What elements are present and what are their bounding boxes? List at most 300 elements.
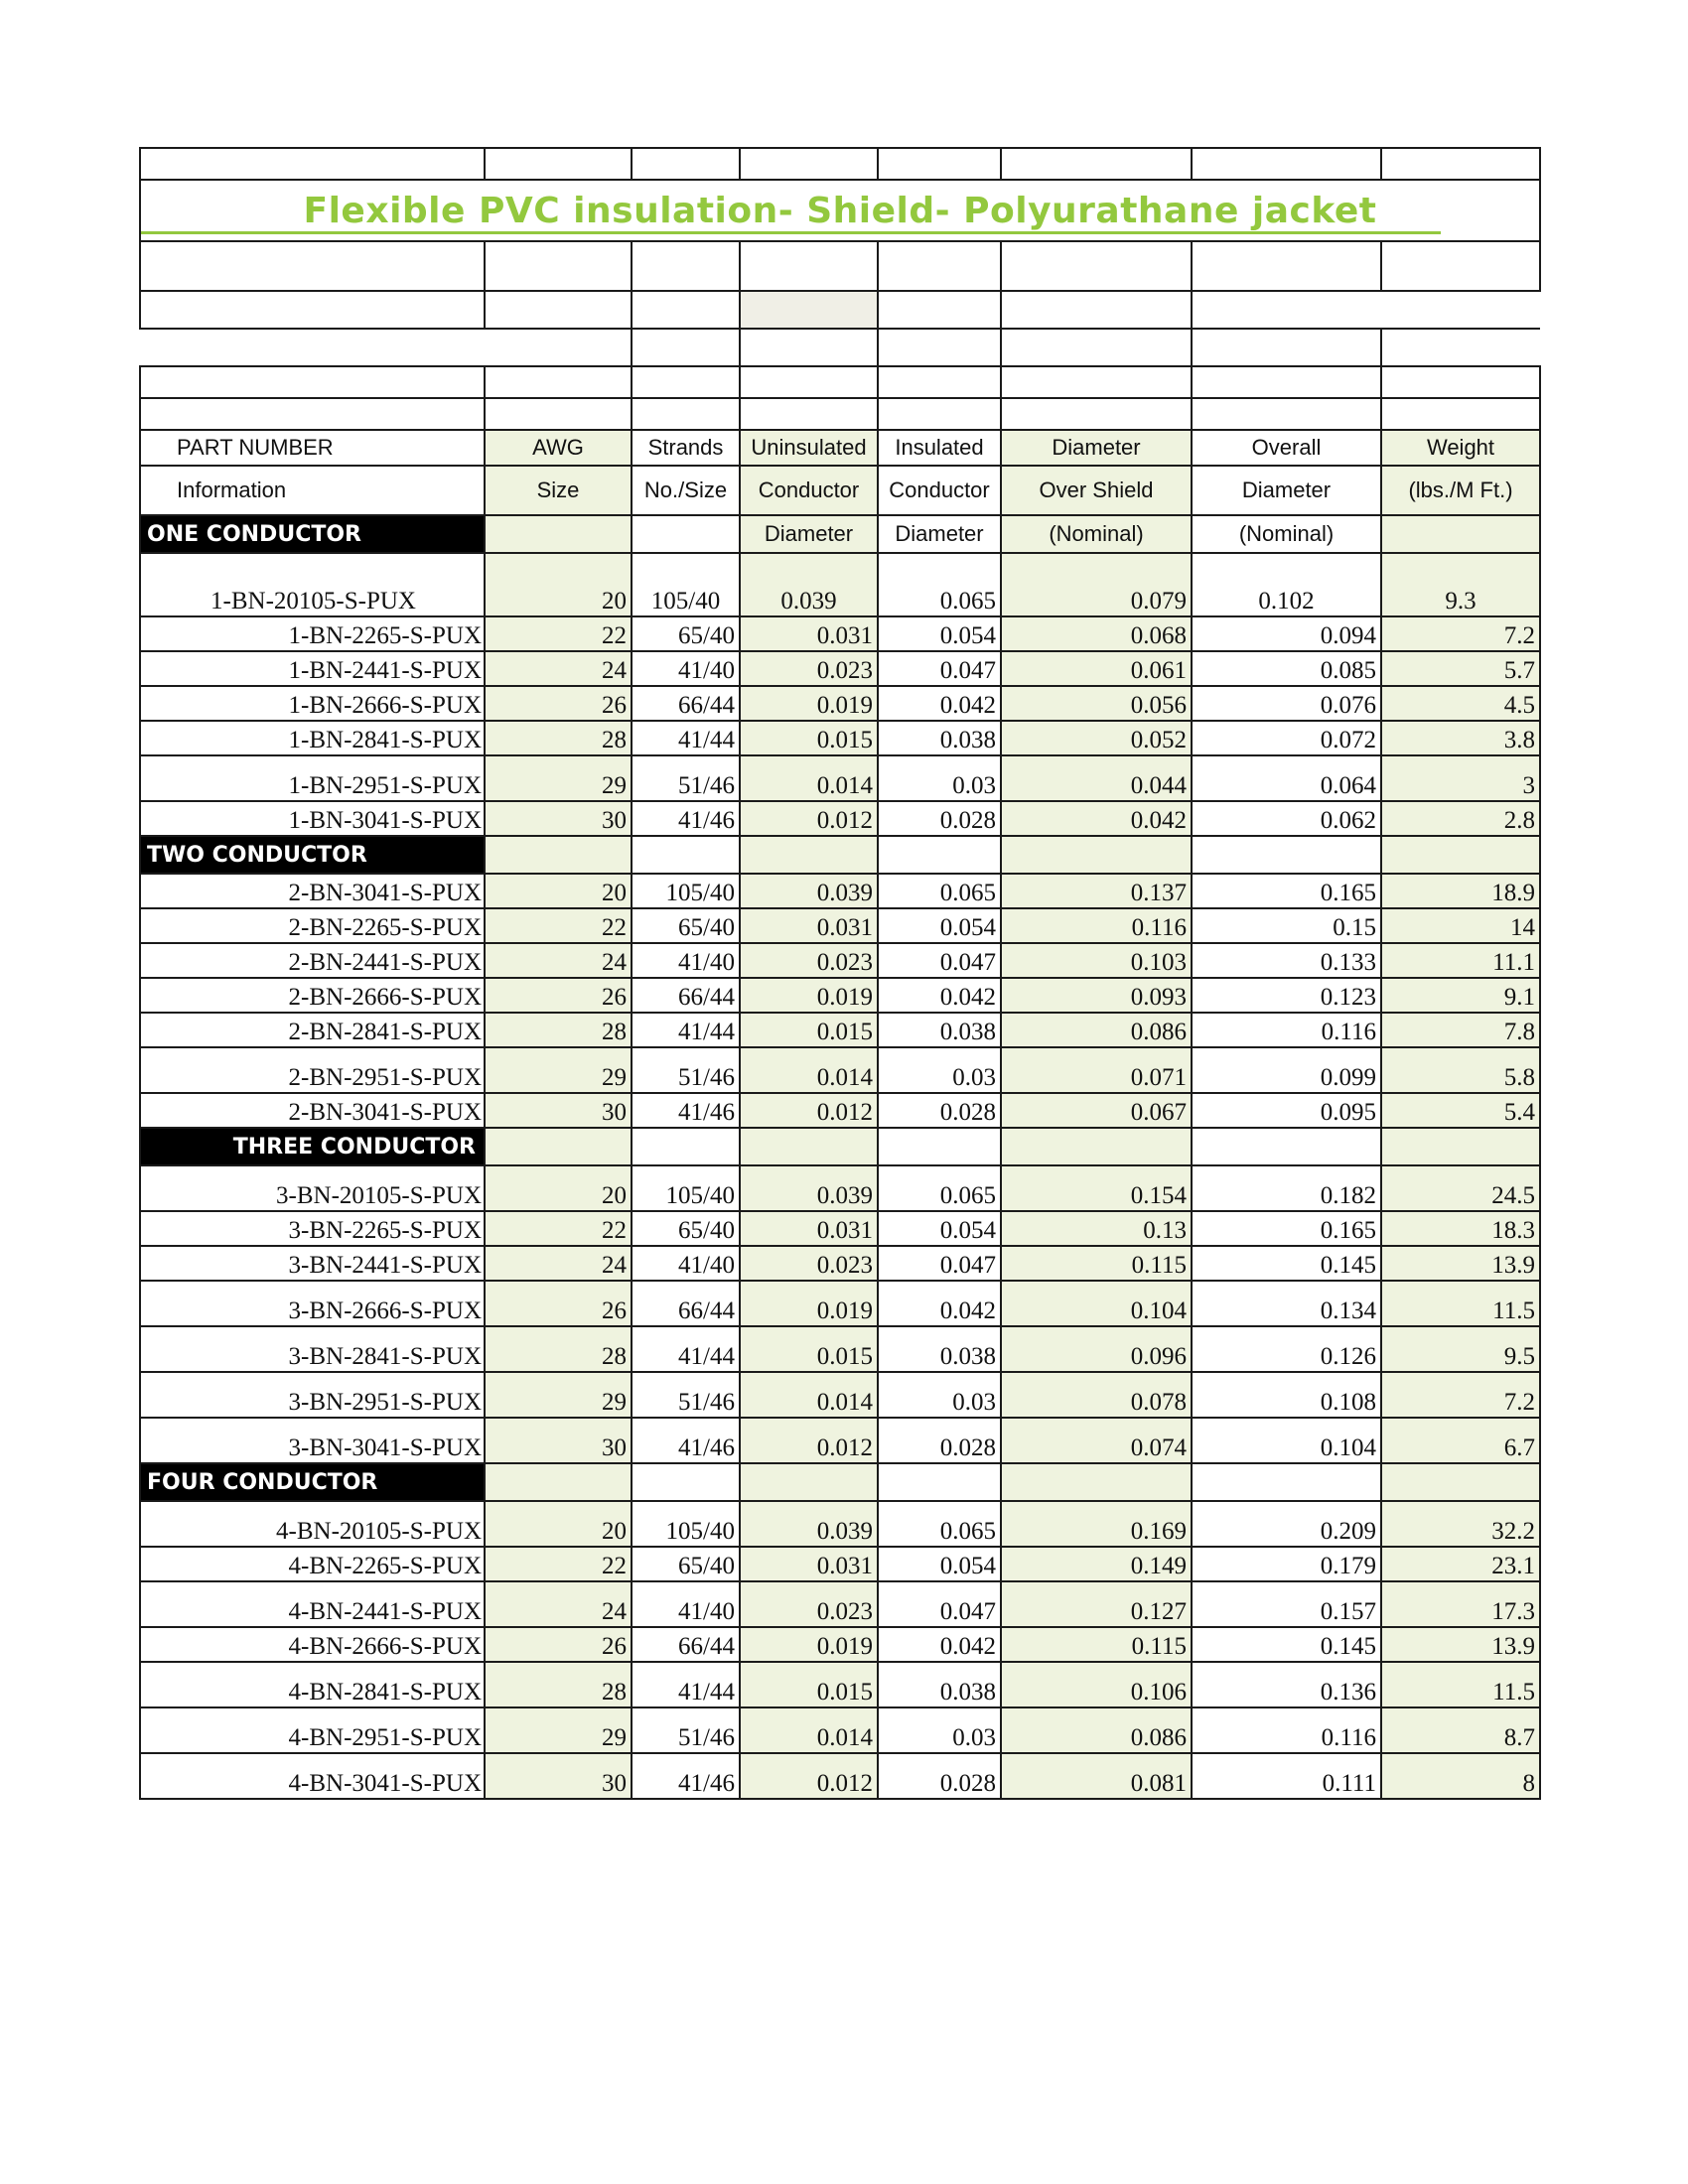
table-row xyxy=(140,721,1540,755)
header-shield-diameter-unit: (Nominal) xyxy=(1001,515,1192,553)
awg-size-cell: 30 xyxy=(485,1418,632,1463)
section-row xyxy=(140,836,1540,874)
overall-diameter-cell: 0.116 xyxy=(1192,1707,1381,1753)
insulated-diameter-cell: 0.038 xyxy=(878,1326,1001,1372)
weight-cell: 5.4 xyxy=(1381,1093,1540,1128)
weight-cell: 9.1 xyxy=(1381,978,1540,1013)
uninsulated-diameter-cell: 0.012 xyxy=(740,1753,878,1799)
awg-size-cell: 22 xyxy=(485,1547,632,1581)
table-row xyxy=(140,801,1540,836)
table-row xyxy=(140,1372,1540,1418)
section-spacer xyxy=(632,1128,740,1165)
part-number-cell: 4-BN-20105-S-PUX xyxy=(140,1501,485,1547)
insulated-diameter-cell: 0.054 xyxy=(878,908,1001,943)
section-spacer xyxy=(1381,1463,1540,1501)
weight-cell: 3 xyxy=(1381,755,1540,801)
header-strands: Strands xyxy=(632,430,740,466)
section-spacer xyxy=(1001,1463,1192,1501)
table-row xyxy=(140,553,1540,616)
strands-cell: 41/46 xyxy=(632,1418,740,1463)
table-row xyxy=(140,755,1540,801)
section-spacer xyxy=(878,836,1001,874)
section-spacer xyxy=(485,1463,632,1501)
uninsulated-diameter-cell: 0.039 xyxy=(740,1165,878,1211)
table-row xyxy=(140,1165,1540,1211)
awg-size-cell: 30 xyxy=(485,1093,632,1128)
awg-size-cell: 20 xyxy=(485,1501,632,1547)
awg-size-cell: 24 xyxy=(485,943,632,978)
awg-size-cell: 29 xyxy=(485,1047,632,1093)
weight-cell: 18.9 xyxy=(1381,874,1540,908)
uninsulated-diameter-cell: 0.015 xyxy=(740,1662,878,1707)
section-row xyxy=(140,1463,1540,1501)
insulated-diameter-cell: 0.054 xyxy=(878,1547,1001,1581)
section-spacer xyxy=(1381,1128,1540,1165)
part-number-cell: 4-BN-2265-S-PUX xyxy=(140,1547,485,1581)
uninsulated-diameter-cell: 0.031 xyxy=(740,1547,878,1581)
overall-diameter-cell: 0.111 xyxy=(1192,1753,1381,1799)
overall-diameter-cell: 0.064 xyxy=(1192,755,1381,801)
uninsulated-diameter-cell: 0.039 xyxy=(740,1501,878,1547)
section-row xyxy=(140,515,1540,553)
strands-cell: 66/44 xyxy=(632,978,740,1013)
table-row xyxy=(140,1707,1540,1753)
overall-diameter-cell: 0.094 xyxy=(1192,616,1381,651)
weight-cell: 8 xyxy=(1381,1753,1540,1799)
blank-row xyxy=(140,148,1540,180)
table-row xyxy=(140,1326,1540,1372)
strands-cell: 51/46 xyxy=(632,1372,740,1418)
weight-cell: 3.8 xyxy=(1381,721,1540,755)
awg-size-cell: 24 xyxy=(485,1581,632,1627)
awg-size-cell: 29 xyxy=(485,755,632,801)
header-uninsulated: Uninsulated xyxy=(740,430,878,466)
table-row xyxy=(140,1281,1540,1326)
blank-row xyxy=(140,329,1540,366)
section-spacer xyxy=(740,1128,878,1165)
weight-cell: 24.5 xyxy=(1381,1165,1540,1211)
overall-diameter-cell: 0.076 xyxy=(1192,686,1381,721)
insulated-diameter-cell: 0.038 xyxy=(878,721,1001,755)
table-row xyxy=(140,943,1540,978)
uninsulated-diameter-cell: 0.019 xyxy=(740,978,878,1013)
strands-cell: 105/40 xyxy=(632,553,740,616)
part-number-cell: 2-BN-2951-S-PUX xyxy=(140,1047,485,1093)
table-row xyxy=(140,1013,1540,1047)
awg-size-cell: 28 xyxy=(485,1662,632,1707)
weight-cell: 5.8 xyxy=(1381,1047,1540,1093)
insulated-diameter-cell: 0.03 xyxy=(878,755,1001,801)
shield-diameter-cell: 0.056 xyxy=(1001,686,1192,721)
shield-diameter-cell: 0.078 xyxy=(1001,1372,1192,1418)
section-spacer xyxy=(1381,836,1540,874)
insulated-diameter-cell: 0.042 xyxy=(878,686,1001,721)
awg-size-cell: 20 xyxy=(485,553,632,616)
shield-diameter-cell: 0.137 xyxy=(1001,874,1192,908)
strands-cell: 41/44 xyxy=(632,1662,740,1707)
weight-cell: 32.2 xyxy=(1381,1501,1540,1547)
part-number-cell: 1-BN-2441-S-PUX xyxy=(140,651,485,686)
weight-cell: 7.2 xyxy=(1381,1372,1540,1418)
part-number-cell: 3-BN-2441-S-PUX xyxy=(140,1246,485,1281)
title-row xyxy=(140,180,1540,241)
uninsulated-diameter-cell: 0.012 xyxy=(740,1418,878,1463)
insulated-diameter-cell: 0.038 xyxy=(878,1662,1001,1707)
insulated-diameter-cell: 0.042 xyxy=(878,1627,1001,1662)
insulated-diameter-cell: 0.042 xyxy=(878,978,1001,1013)
weight-cell: 13.9 xyxy=(1381,1627,1540,1662)
weight-cell: 6.7 xyxy=(1381,1418,1540,1463)
strands-cell: 51/46 xyxy=(632,755,740,801)
awg-size-cell: 30 xyxy=(485,801,632,836)
weight-cell: 9.3 xyxy=(1381,553,1540,616)
overall-diameter-cell: 0.123 xyxy=(1192,978,1381,1013)
part-number-cell: 1-BN-3041-S-PUX xyxy=(140,801,485,836)
part-number-cell: 3-BN-2841-S-PUX xyxy=(140,1326,485,1372)
part-number-cell: 4-BN-3041-S-PUX xyxy=(140,1753,485,1799)
strands-cell: 51/46 xyxy=(632,1047,740,1093)
uninsulated-diameter-cell: 0.015 xyxy=(740,1013,878,1047)
strands-cell: 65/40 xyxy=(632,908,740,943)
strands-cell: 41/44 xyxy=(632,1013,740,1047)
section-spacer xyxy=(1192,1128,1381,1165)
shield-diameter-cell: 0.154 xyxy=(1001,1165,1192,1211)
weight-cell: 7.8 xyxy=(1381,1013,1540,1047)
strands-cell: 41/40 xyxy=(632,943,740,978)
insulated-diameter-cell: 0.047 xyxy=(878,1581,1001,1627)
header-conductor: Conductor xyxy=(740,466,878,515)
overall-diameter-cell: 0.165 xyxy=(1192,1211,1381,1246)
part-number-cell: 3-BN-2666-S-PUX xyxy=(140,1281,485,1326)
table-row xyxy=(140,1662,1540,1707)
header-size: Size xyxy=(485,466,632,515)
awg-size-cell: 22 xyxy=(485,1211,632,1246)
overall-diameter-cell: 0.102 xyxy=(1192,553,1381,616)
uninsulated-diameter-cell: 0.031 xyxy=(740,908,878,943)
weight-cell: 14 xyxy=(1381,908,1540,943)
uninsulated-diameter-cell: 0.014 xyxy=(740,755,878,801)
shield-diameter-cell: 0.127 xyxy=(1001,1581,1192,1627)
overall-diameter-cell: 0.182 xyxy=(1192,1165,1381,1211)
shield-diameter-cell: 0.116 xyxy=(1001,908,1192,943)
blank-row xyxy=(140,398,1540,430)
header-over-shield: Over Shield xyxy=(1001,466,1192,515)
shield-diameter-cell: 0.106 xyxy=(1001,1662,1192,1707)
table-row xyxy=(140,651,1540,686)
weight-cell: 2.8 xyxy=(1381,801,1540,836)
uninsulated-diameter-cell: 0.023 xyxy=(740,943,878,978)
uninsulated-diameter-cell: 0.015 xyxy=(740,721,878,755)
section-label: ONE CONDUCTOR xyxy=(140,515,485,553)
shield-diameter-cell: 0.115 xyxy=(1001,1246,1192,1281)
header-lbs-per-mft: (lbs./M Ft.) xyxy=(1381,466,1540,515)
section-spacer xyxy=(485,1128,632,1165)
uninsulated-diameter-cell: 0.031 xyxy=(740,1211,878,1246)
strands-cell: 41/40 xyxy=(632,1246,740,1281)
shield-diameter-cell: 0.115 xyxy=(1001,1627,1192,1662)
table-row xyxy=(140,616,1540,651)
uninsulated-diameter-cell: 0.019 xyxy=(740,686,878,721)
uninsulated-diameter-cell: 0.014 xyxy=(740,1047,878,1093)
table-row xyxy=(140,1211,1540,1246)
awg-size-cell: 28 xyxy=(485,1326,632,1372)
header-insulated: Insulated xyxy=(878,430,1001,466)
page-title: Flexible PVC insulation- Shield- Polyurathane jacket xyxy=(303,190,1377,231)
shield-diameter-cell: 0.071 xyxy=(1001,1047,1192,1093)
awg-size-cell: 28 xyxy=(485,1013,632,1047)
header-overall-diameter-unit: (Nominal) xyxy=(1192,515,1381,553)
part-number-cell: 3-BN-2265-S-PUX xyxy=(140,1211,485,1246)
awg-size-cell: 29 xyxy=(485,1707,632,1753)
weight-cell: 17.3 xyxy=(1381,1581,1540,1627)
part-number-cell: 1-BN-2265-S-PUX xyxy=(140,616,485,651)
strands-cell: 41/40 xyxy=(632,1581,740,1627)
section-label: THREE CONDUCTOR xyxy=(140,1128,485,1165)
part-number-cell: 1-BN-2951-S-PUX xyxy=(140,755,485,801)
overall-diameter-cell: 0.15 xyxy=(1192,908,1381,943)
section-spacer xyxy=(1001,1128,1192,1165)
overall-diameter-cell: 0.108 xyxy=(1192,1372,1381,1418)
part-number-cell: 2-BN-2841-S-PUX xyxy=(140,1013,485,1047)
overall-diameter-cell: 0.072 xyxy=(1192,721,1381,755)
header-awg: AWG xyxy=(485,430,632,466)
shield-diameter-cell: 0.079 xyxy=(1001,553,1192,616)
part-number-cell: 3-BN-2951-S-PUX xyxy=(140,1372,485,1418)
awg-size-cell: 26 xyxy=(485,1281,632,1326)
part-number-cell: 4-BN-2841-S-PUX xyxy=(140,1662,485,1707)
awg-size-cell: 29 xyxy=(485,1372,632,1418)
shield-diameter-cell: 0.052 xyxy=(1001,721,1192,755)
header-row-2 xyxy=(140,466,1540,515)
awg-size-cell: 24 xyxy=(485,651,632,686)
part-number-cell: 1-BN-2666-S-PUX xyxy=(140,686,485,721)
weight-cell: 4.5 xyxy=(1381,686,1540,721)
strands-cell: 51/46 xyxy=(632,1707,740,1753)
strands-cell: 41/46 xyxy=(632,801,740,836)
weight-cell: 8.7 xyxy=(1381,1707,1540,1753)
uninsulated-diameter-cell: 0.019 xyxy=(740,1281,878,1326)
uninsulated-diameter-cell: 0.015 xyxy=(740,1326,878,1372)
table-row xyxy=(140,1047,1540,1093)
weight-cell: 5.7 xyxy=(1381,651,1540,686)
strands-cell: 65/40 xyxy=(632,616,740,651)
awg-size-cell: 28 xyxy=(485,721,632,755)
awg-size-cell: 22 xyxy=(485,616,632,651)
shield-diameter-cell: 0.086 xyxy=(1001,1013,1192,1047)
shield-diameter-cell: 0.074 xyxy=(1001,1418,1192,1463)
weight-cell: 11.5 xyxy=(1381,1281,1540,1326)
weight-cell: 11.5 xyxy=(1381,1662,1540,1707)
section-spacer xyxy=(878,1128,1001,1165)
table-row xyxy=(140,1501,1540,1547)
section-spacer xyxy=(740,1463,878,1501)
insulated-diameter-cell: 0.03 xyxy=(878,1047,1001,1093)
part-number-cell: 4-BN-2951-S-PUX xyxy=(140,1707,485,1753)
insulated-diameter-cell: 0.03 xyxy=(878,1372,1001,1418)
insulated-diameter-cell: 0.047 xyxy=(878,651,1001,686)
awg-size-cell: 26 xyxy=(485,1627,632,1662)
uninsulated-diameter-cell: 0.012 xyxy=(740,1093,878,1128)
spec-table xyxy=(139,147,1541,1800)
overall-diameter-cell: 0.085 xyxy=(1192,651,1381,686)
section-spacer xyxy=(1001,836,1192,874)
section-spacer xyxy=(1192,836,1381,874)
header-weight: Weight xyxy=(1381,430,1540,466)
awg-size-cell: 30 xyxy=(485,1753,632,1799)
insulated-diameter-cell: 0.065 xyxy=(878,1501,1001,1547)
header-part-number: PART NUMBER xyxy=(140,430,485,466)
table-row xyxy=(140,978,1540,1013)
uninsulated-diameter-cell: 0.031 xyxy=(740,616,878,651)
header-uninsulated-diameter-unit: Diameter xyxy=(740,515,878,553)
part-number-cell: 4-BN-2666-S-PUX xyxy=(140,1627,485,1662)
weight-cell: 11.1 xyxy=(1381,943,1540,978)
shield-diameter-cell: 0.044 xyxy=(1001,755,1192,801)
overall-diameter-cell: 0.157 xyxy=(1192,1581,1381,1627)
table-row xyxy=(140,1093,1540,1128)
weight-cell: 18.3 xyxy=(1381,1211,1540,1246)
overall-diameter-cell: 0.209 xyxy=(1192,1501,1381,1547)
strands-cell: 66/44 xyxy=(632,1281,740,1326)
uninsulated-diameter-cell: 0.014 xyxy=(740,1372,878,1418)
part-number-cell: 2-BN-2666-S-PUX xyxy=(140,978,485,1013)
section-spacer xyxy=(632,836,740,874)
table-row xyxy=(140,1547,1540,1581)
insulated-diameter-cell: 0.047 xyxy=(878,943,1001,978)
table-row xyxy=(140,874,1540,908)
insulated-diameter-cell: 0.065 xyxy=(878,553,1001,616)
uninsulated-diameter-cell: 0.014 xyxy=(740,1707,878,1753)
overall-diameter-cell: 0.134 xyxy=(1192,1281,1381,1326)
awg-size-cell: 20 xyxy=(485,874,632,908)
header-insulated-diameter-unit: Diameter xyxy=(878,515,1001,553)
table-row xyxy=(140,1581,1540,1627)
strands-cell: 41/46 xyxy=(632,1093,740,1128)
insulated-diameter-cell: 0.028 xyxy=(878,801,1001,836)
awg-size-cell: 26 xyxy=(485,978,632,1013)
header-diameter: Diameter xyxy=(1001,430,1192,466)
section-row xyxy=(140,1128,1540,1165)
uninsulated-diameter-cell: 0.023 xyxy=(740,1246,878,1281)
header-overall: Overall xyxy=(1192,430,1381,466)
awg-size-cell: 22 xyxy=(485,908,632,943)
title-underline xyxy=(141,231,1441,234)
table-row xyxy=(140,686,1540,721)
insulated-diameter-cell: 0.065 xyxy=(878,874,1001,908)
awg-size-cell: 24 xyxy=(485,1246,632,1281)
section-label: FOUR CONDUCTOR xyxy=(140,1463,485,1501)
part-number-cell: 1-BN-2841-S-PUX xyxy=(140,721,485,755)
table-row xyxy=(140,1627,1540,1662)
section-spacer xyxy=(485,836,632,874)
strands-cell: 105/40 xyxy=(632,874,740,908)
shield-diameter-cell: 0.149 xyxy=(1001,1547,1192,1581)
uninsulated-diameter-cell: 0.023 xyxy=(740,1581,878,1627)
title-cell xyxy=(140,180,1540,241)
table-row xyxy=(140,1418,1540,1463)
overall-diameter-cell: 0.062 xyxy=(1192,801,1381,836)
insulated-diameter-cell: 0.038 xyxy=(878,1013,1001,1047)
part-number-cell: 2-BN-3041-S-PUX xyxy=(140,874,485,908)
strands-cell: 65/40 xyxy=(632,1211,740,1246)
shield-diameter-cell: 0.169 xyxy=(1001,1501,1192,1547)
section-spacer xyxy=(1192,1463,1381,1501)
strands-cell: 41/40 xyxy=(632,651,740,686)
shield-diameter-cell: 0.061 xyxy=(1001,651,1192,686)
blank-row xyxy=(140,366,1540,398)
shield-diameter-cell: 0.093 xyxy=(1001,978,1192,1013)
insulated-diameter-cell: 0.065 xyxy=(878,1165,1001,1211)
overall-diameter-cell: 0.116 xyxy=(1192,1013,1381,1047)
header-weight-unit xyxy=(1381,515,1540,553)
table-row xyxy=(140,908,1540,943)
uninsulated-diameter-cell: 0.039 xyxy=(740,874,878,908)
table-row xyxy=(140,1246,1540,1281)
overall-diameter-cell: 0.099 xyxy=(1192,1047,1381,1093)
shield-diameter-cell: 0.068 xyxy=(1001,616,1192,651)
insulated-diameter-cell: 0.054 xyxy=(878,616,1001,651)
awg-size-cell: 20 xyxy=(485,1165,632,1211)
insulated-diameter-cell: 0.028 xyxy=(878,1093,1001,1128)
insulated-diameter-cell: 0.028 xyxy=(878,1418,1001,1463)
overall-diameter-cell: 0.104 xyxy=(1192,1418,1381,1463)
part-number-cell: 1-BN-20105-S-PUX xyxy=(140,553,485,616)
insulated-diameter-cell: 0.042 xyxy=(878,1281,1001,1326)
section-spacer xyxy=(632,1463,740,1501)
strands-cell: 66/44 xyxy=(632,686,740,721)
shield-diameter-cell: 0.103 xyxy=(1001,943,1192,978)
overall-diameter-cell: 0.126 xyxy=(1192,1326,1381,1372)
weight-cell: 23.1 xyxy=(1381,1547,1540,1581)
insulated-diameter-cell: 0.028 xyxy=(878,1753,1001,1799)
strands-cell: 66/44 xyxy=(632,1627,740,1662)
header-information: Information xyxy=(140,466,485,515)
weight-cell: 9.5 xyxy=(1381,1326,1540,1372)
overall-diameter-cell: 0.145 xyxy=(1192,1627,1381,1662)
header-conductor: Conductor xyxy=(878,466,1001,515)
weight-cell: 7.2 xyxy=(1381,616,1540,651)
blank-row xyxy=(140,241,1540,291)
overall-diameter-cell: 0.179 xyxy=(1192,1547,1381,1581)
section-spacer xyxy=(878,1463,1001,1501)
spec-table-body xyxy=(140,148,1540,1799)
overall-diameter-cell: 0.095 xyxy=(1192,1093,1381,1128)
insulated-diameter-cell: 0.054 xyxy=(878,1211,1001,1246)
part-number-cell: 2-BN-2265-S-PUX xyxy=(140,908,485,943)
uninsulated-diameter-cell: 0.023 xyxy=(740,651,878,686)
weight-cell: 13.9 xyxy=(1381,1246,1540,1281)
strands-cell: 65/40 xyxy=(632,1547,740,1581)
part-number-cell: 2-BN-3041-S-PUX xyxy=(140,1093,485,1128)
header-no-size: No./Size xyxy=(632,466,740,515)
header-strands-unit xyxy=(632,515,740,553)
shield-diameter-cell: 0.096 xyxy=(1001,1326,1192,1372)
shield-diameter-cell: 0.067 xyxy=(1001,1093,1192,1128)
part-number-cell: 3-BN-3041-S-PUX xyxy=(140,1418,485,1463)
shield-diameter-cell: 0.042 xyxy=(1001,801,1192,836)
strands-cell: 105/40 xyxy=(632,1165,740,1211)
overall-diameter-cell: 0.145 xyxy=(1192,1246,1381,1281)
insulated-diameter-cell: 0.03 xyxy=(878,1707,1001,1753)
blank-row xyxy=(140,291,1540,329)
strands-cell: 41/46 xyxy=(632,1753,740,1799)
header-awg-size-unit xyxy=(485,515,632,553)
section-spacer xyxy=(740,836,878,874)
part-number-cell: 2-BN-2441-S-PUX xyxy=(140,943,485,978)
awg-size-cell: 26 xyxy=(485,686,632,721)
strands-cell: 105/40 xyxy=(632,1501,740,1547)
shield-diameter-cell: 0.086 xyxy=(1001,1707,1192,1753)
